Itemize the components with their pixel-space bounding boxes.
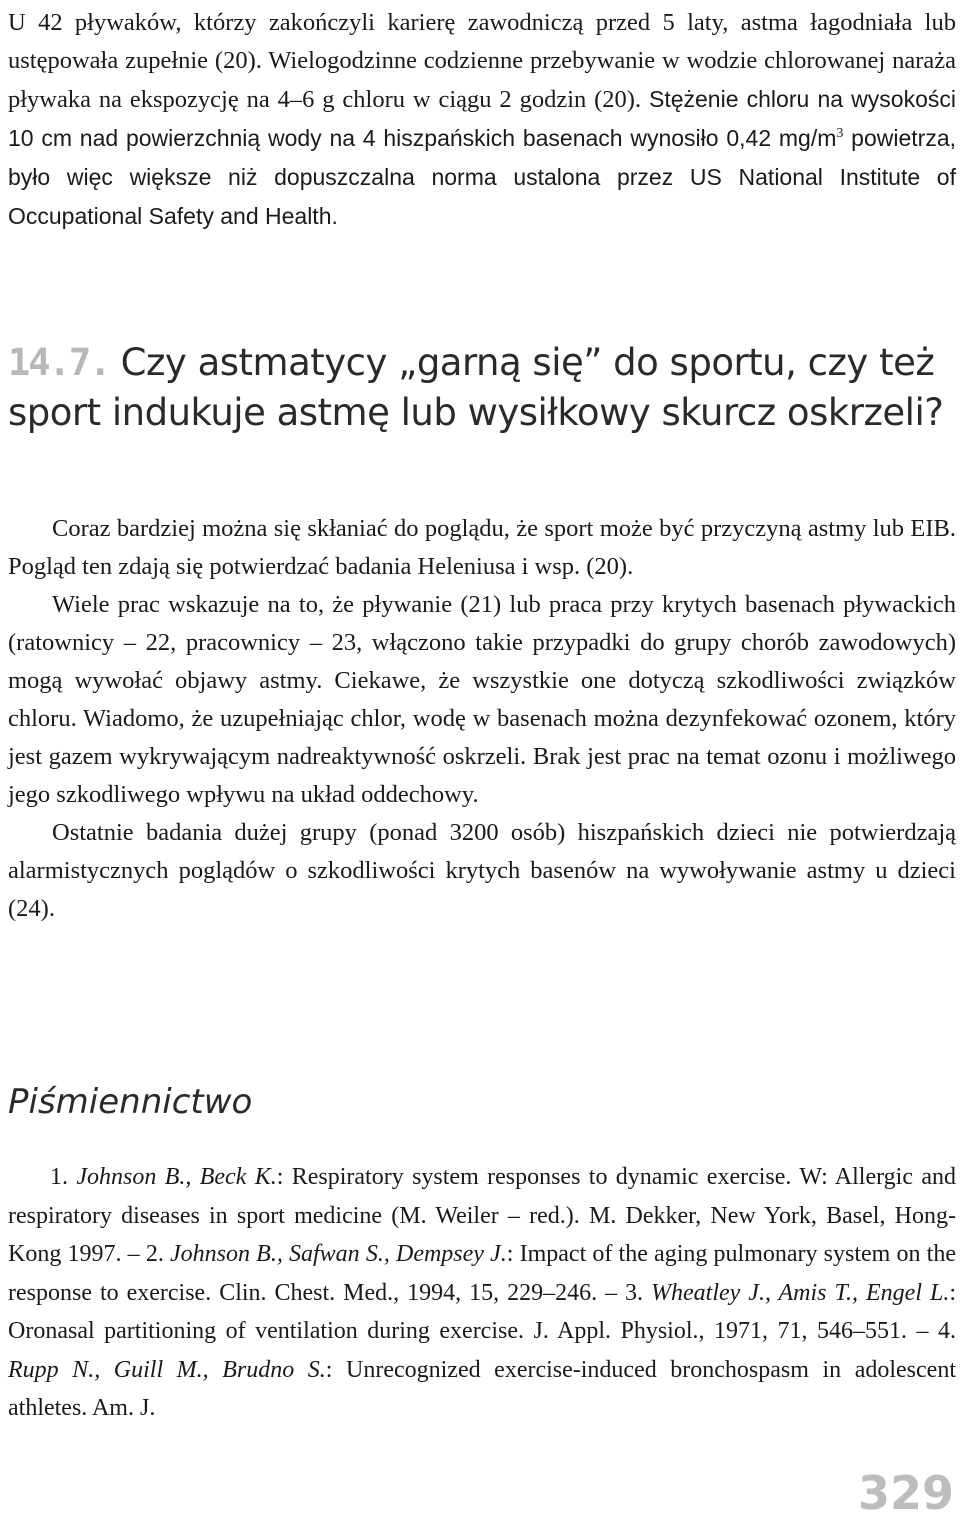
section-heading (8, 338, 956, 438)
ref-text: : Respiratory system responses to dynamic exercise. W: Allergic and respiratory diseases in sport medicine (M. Weiler – red.). M. Dekker, New York, Basel, Hong-Kong 1997. – 2. (8, 1164, 956, 1267)
paragraph-text-sans: Stężenie chloru na wysokości 10 cm nad powierzchnią wody na 4 hiszpańskich basenach wynosiło 0,42 mg/m (8, 86, 956, 151)
references-text (8, 1158, 956, 1428)
ref-text: : Oronasal partitioning of ventilation during exercise. J. Appl. Physiol., 1971, 71, 546–551. – 4. (8, 1279, 956, 1344)
paragraph-text-sans: powietrza, było więc większe niż dopuszczalna norma ustalona przez US National Institute of Occupational Safety and Health. (8, 125, 957, 229)
ref-authors: Johnson B., Beck K. (76, 1164, 277, 1190)
ref-number: 1. (50, 1164, 77, 1190)
page-number: 329 (857, 1466, 954, 1520)
section-body (8, 510, 956, 928)
paragraph-3: Ostatnie badania dużej grupy (ponad 3200 osób) hiszpańskich dzieci nie potwierdzają alarmistycznych poglądów o szkodliwości krytych basenów na wywoływanie astmy u dzieci (24). (8, 819, 956, 922)
ref-authors: Rupp N., Guill M., Brudno S. (8, 1356, 326, 1383)
paragraph-1: Coraz bardziej można się skłaniać do poglądu, że sport może być przyczyną astmy lub EIB. Pogląd ten zdają się potwierdzać badania Heleniusa i wsp. (20). (8, 515, 956, 580)
ref-text: : Unrecognized exercise-induced bronchospasm in adolescent athletes. Am. J. (8, 1356, 956, 1421)
references-title: Piśmiennictwo (8, 1082, 253, 1122)
ref-authors: Wheatley J., Amis T., Engel L. (651, 1279, 950, 1306)
references-list (8, 1158, 956, 1428)
ref-text: : Impact of the aging pulmonary system on the response to exercise. Clin. Chest. Med., 1994, 15, 229–246. – 3. (8, 1241, 956, 1306)
section-title: Czy astmatycy „garną się” do sportu, czy też sport indukuje astmę lub wysiłkowy skurcz oskrzeli? (8, 341, 944, 434)
superscript: 3 (836, 125, 844, 141)
paragraph-2: Wiele prac wskazuje na to, że pływanie (21) lub praca przy krytych basenach pływackich (ratownicy – 22, pracownicy – 23, włączono takie przypadki do grupy chorób zawodowych) mogą wywołać objawy astmy. Ciekawe, że wszystkie one dotyczą szkodliwości związków chloru. Wiadomo, że uzupełniając chlor, wodę w basenach można dezynfekować ozonem, który jest gazem wykrywającym nadreaktywność oskrzeli. Brak jest prac na temat ozonu i możliwego jego szkodliwego wpływu na układ oddechowy. (8, 591, 956, 808)
section-number: 14.7. (8, 341, 110, 384)
paragraph-swimmers-chlorine (8, 4, 956, 236)
paragraph-text: U 42 pływaków, którzy zakończyli karierę zawodniczą przed 5 laty, astma łagodniała lub ustępowała zupełnie (20). Wielogodzinne codzienne przebywanie w wodzie chlorowanej naraża pływaka na ekspozycję na 4–6 g chloru w ciągu 2 godzin (20). (8, 9, 956, 113)
ref-authors: Johnson B., Safwan S., Dempsey J. (170, 1241, 507, 1267)
